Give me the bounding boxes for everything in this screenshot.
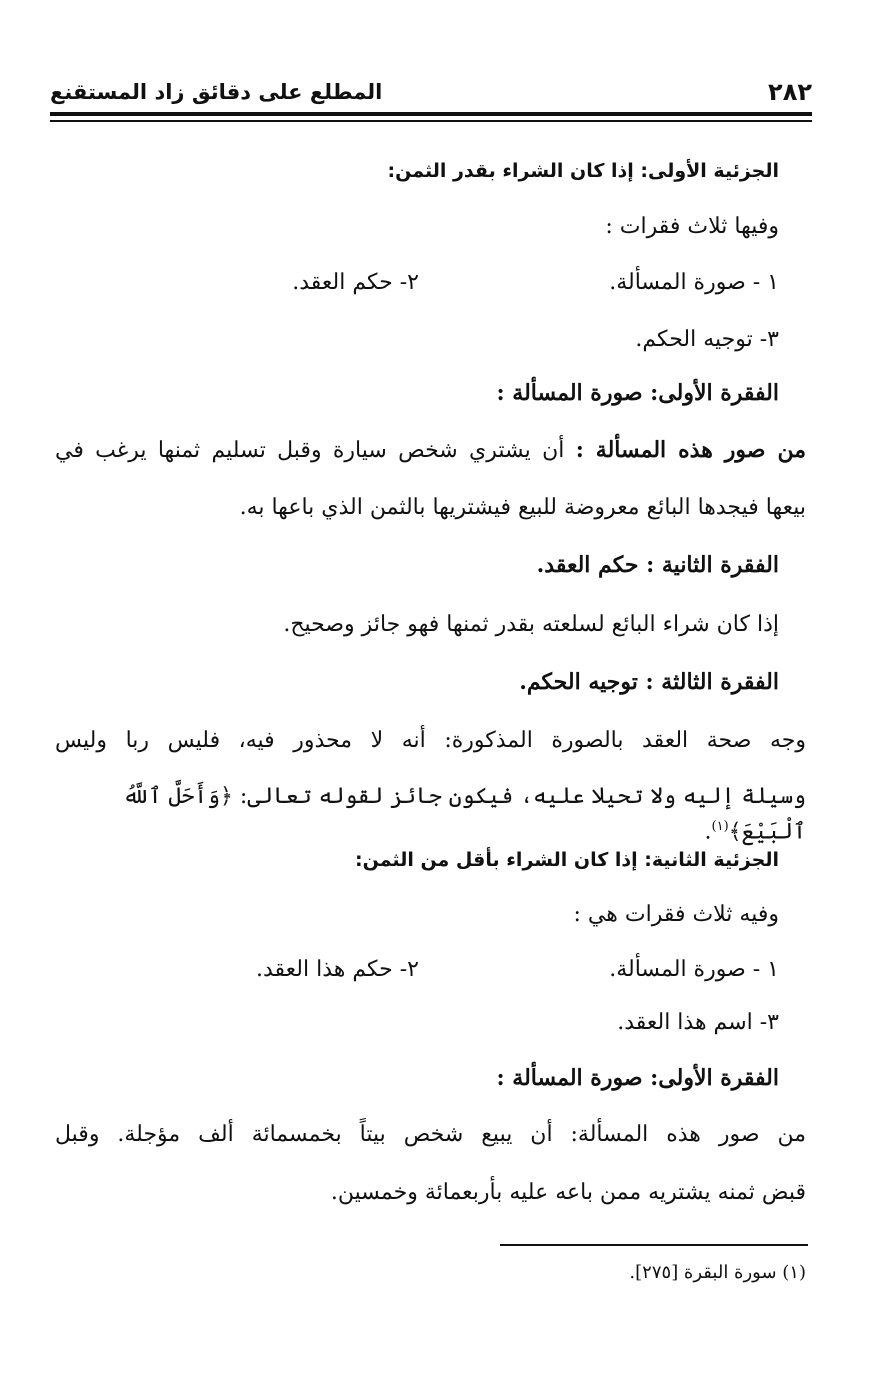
section-1-item-1: ١ - صورة المسألة. [609, 270, 779, 295]
paragraph-3-heading: الفقرة الثالثة : توجيه الحكم. [519, 669, 779, 695]
paragraph-1-text: أن يشتري شخص سيارة وقبل تسليم ثمنها يرغب في [55, 438, 565, 463]
paragraph-1-lead: من صور هذه المسألة : [575, 437, 806, 463]
section-2-item-3: ٣- اسم هذا العقد. [617, 1010, 779, 1035]
paragraph-3-line-2 [55, 782, 806, 847]
header-rule-thin [50, 120, 812, 122]
footnote-rule [500, 1244, 808, 1246]
section-2-item-2: ٢- حكم هذا العقد. [256, 957, 419, 982]
sentence-end: . [704, 819, 712, 845]
page-number: ٢٨٢ [768, 78, 812, 106]
paragraph-3-text: وسيلة إليه ولا تحيلا عليه، فيكون جائز لقوله تعالى: ﴿وَأَحَلَّ ٱللَّهُ ٱلْبَيْعَ﴾ [122, 784, 806, 845]
paragraph-1-heading: الفقرة الأولى: صورة المسألة : [496, 380, 779, 406]
paragraph-3-line-1: وجه صحة العقد بالصورة المذكورة: أنه لا محذور فيه، فليس ربا وليس [55, 728, 806, 753]
paragraph-2-text: إذا كان شراء البائع لسلعته بقدر ثمنها فهو جائز وصحيح. [283, 612, 779, 637]
section-1-item-2: ٢- حكم العقد. [292, 270, 419, 295]
section-2-intro: وفيه ثلاث فقرات هي : [573, 902, 779, 927]
footnote-marker: (١) [711, 819, 729, 834]
paragraph-4-heading: الفقرة الأولى: صورة المسألة : [496, 1065, 779, 1091]
paragraph-4-line-1: من صور هذه المسألة: أن يبيع شخص بيتاً بخمسمائة ألف مؤجلة. وقبل [55, 1122, 806, 1147]
paragraph-1-line-1 [55, 435, 806, 466]
footnote: (١) سورة البقرة [٢٧٥]. [629, 1262, 806, 1283]
paragraph-1-line-2: بيعها فيجدها البائع معروضة للبيع فيشتريها بالثمن الذي باعها به. [239, 495, 806, 520]
paragraph-4-line-2: قبض ثمنه يشتريه ممن باعه عليه بأربعمائة وخمسين. [330, 1180, 806, 1205]
paragraph-2-heading: الفقرة الثانية : حكم العقد. [536, 552, 779, 578]
section-2-item-1: ١ - صورة المسألة. [609, 957, 779, 982]
book-title: المطلع على دقائق زاد المستقنع [50, 80, 383, 104]
section-1-item-3: ٣- توجيه الحكم. [635, 327, 779, 352]
section-1-title: الجزئية الأولى: إذا كان الشراء بقدر الثمن: [387, 160, 779, 182]
section-2-title: الجزئية الثانية: إذا كان الشراء بأقل من الثمن: [355, 849, 779, 871]
header-rule-thick [50, 112, 812, 116]
running-header [50, 78, 812, 112]
section-1-intro: وفيها ثلاث فقرات : [605, 214, 779, 239]
